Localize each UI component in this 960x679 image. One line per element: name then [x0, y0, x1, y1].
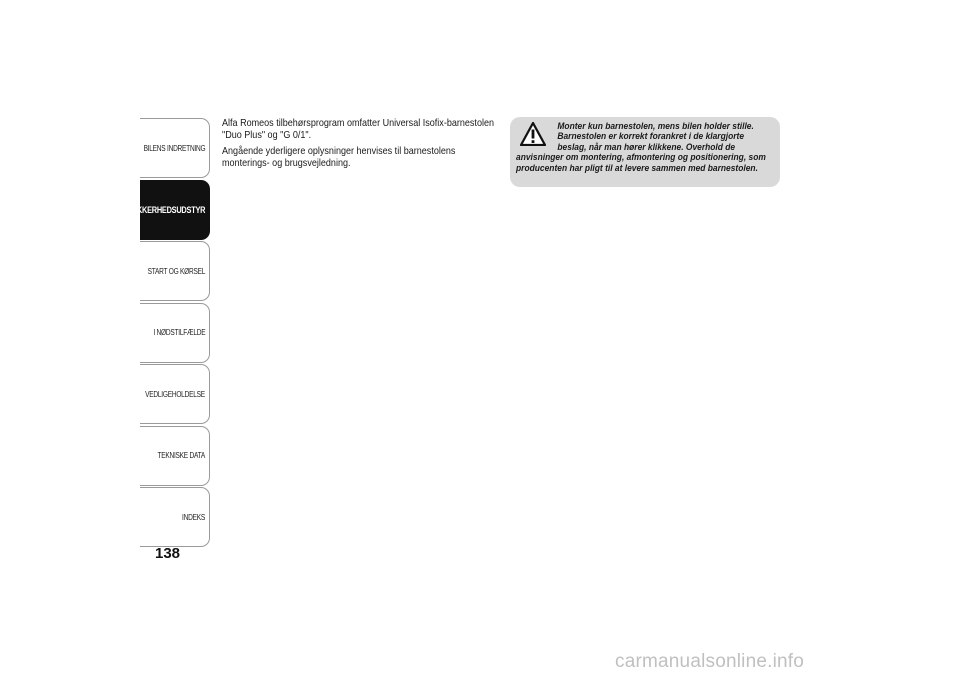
- tab-label: INDEKS: [182, 512, 205, 522]
- warning-line: Monter kun barnestolen, mens bilen holder stille.: [557, 120, 754, 131]
- tab-i-nodstilfaelde[interactable]: [140, 303, 210, 363]
- watermark: carmanualsonline.info: [615, 651, 805, 672]
- body-text: [222, 117, 502, 173]
- warning-line: anvisninger om montering, afmontering og positionering, som producenten har pligt til at levere sammen med barnestolen.: [516, 151, 766, 173]
- warning-line: Barnestolen er korrekt forankret i de klargjorte: [557, 130, 745, 142]
- tab-label: TEKNISKE DATA: [157, 451, 205, 460]
- paragraph: Alfa Romeos tilbehørsprogram omfatter Universal Isofix-barnestolen "Duo Plus" og "G 0/1".: [222, 117, 495, 141]
- tab-label: VEDLIGEHOLDELSE: [145, 389, 205, 399]
- tab-tekniske-data[interactable]: [140, 426, 210, 486]
- tab-sikkerhedsudstyr[interactable]: [130, 180, 210, 240]
- warning-text: [516, 121, 779, 173]
- warning-line: beslag, når man hører klikkene. Overhold de: [557, 140, 736, 152]
- tab-indeks[interactable]: [140, 487, 210, 547]
- chapter-tabs: [130, 118, 210, 549]
- tab-label: SIKKERHEDSUDSTYR: [130, 204, 205, 215]
- tab-label: BILENS INDRETNING: [143, 143, 205, 153]
- tab-start-og-korsel[interactable]: [140, 241, 210, 301]
- paragraph: Angående yderligere oplysninger henvises til barnestolens monterings- og brugsvejledning.: [222, 145, 456, 169]
- page-number: 138: [155, 545, 181, 562]
- tab-vedligeholdelse[interactable]: [140, 364, 210, 424]
- tab-label: I NØDSTILFÆLDE: [153, 328, 205, 337]
- tab-bilens-indretning[interactable]: [140, 118, 210, 178]
- tab-label: START OG KØRSEL: [147, 266, 205, 276]
- warning-box: [510, 117, 780, 187]
